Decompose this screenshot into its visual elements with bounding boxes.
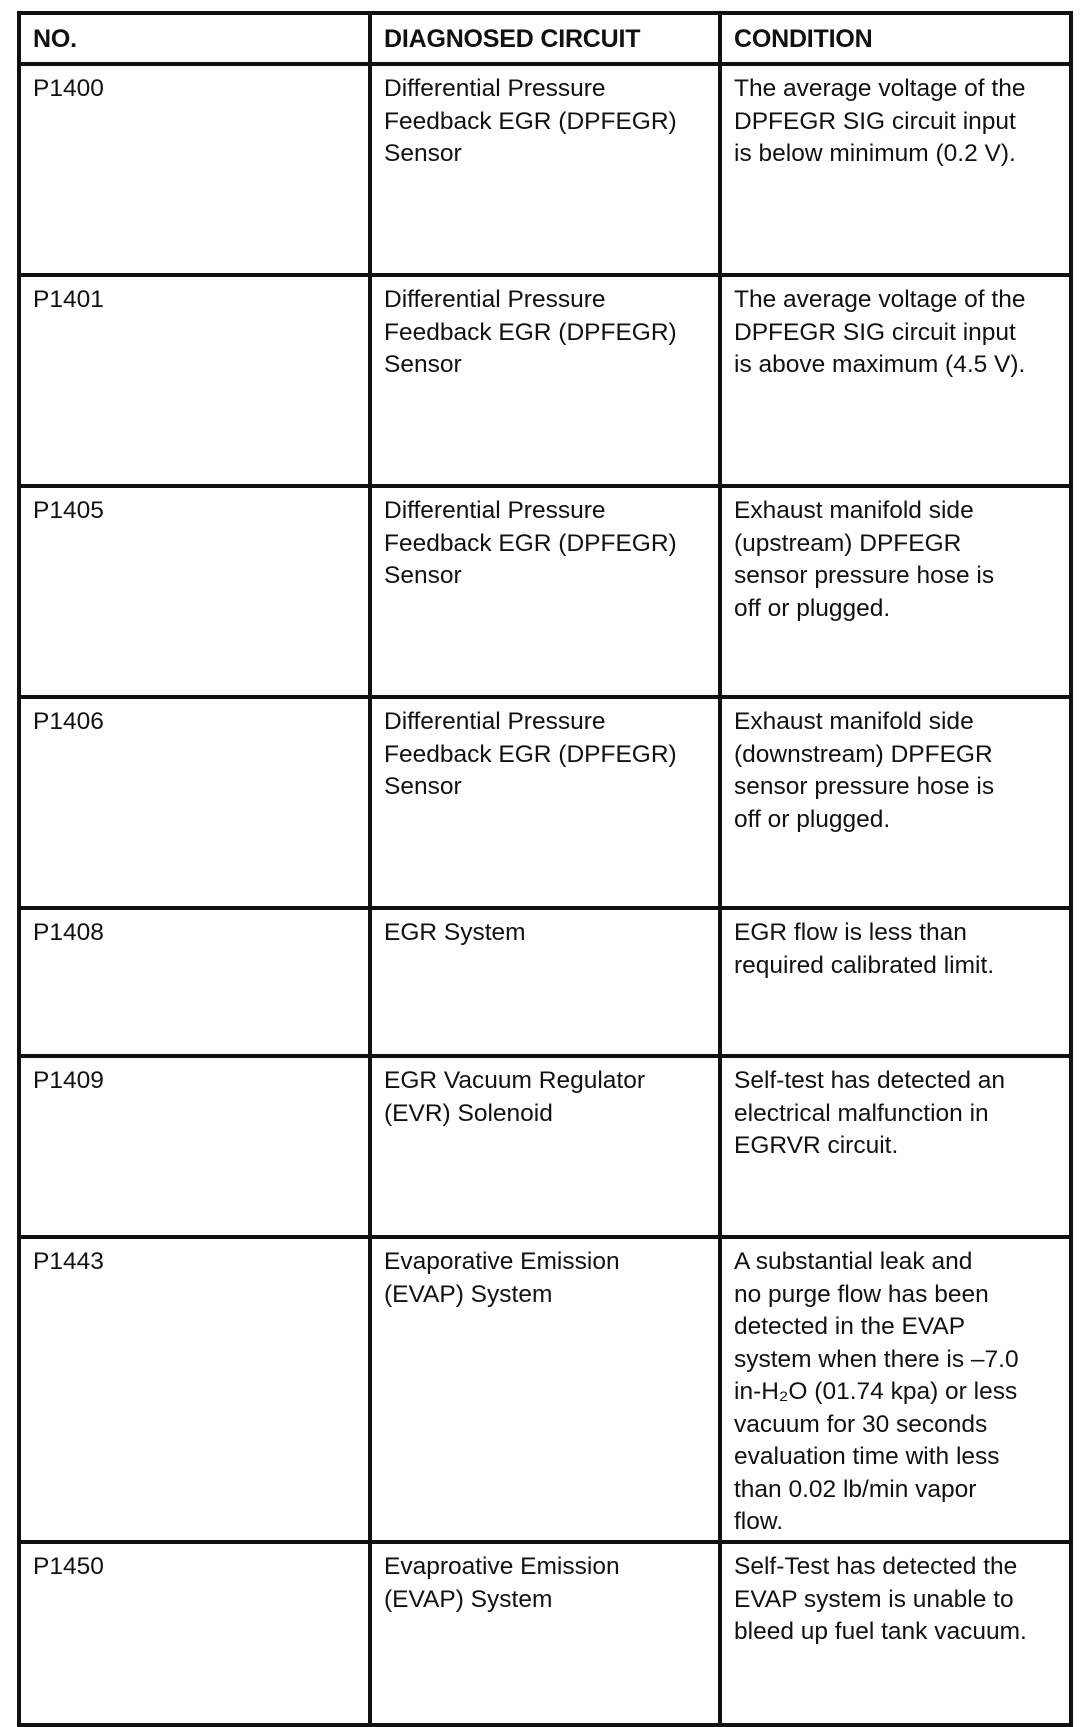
table-row	[19, 275, 1071, 486]
circuit-line: (EVAP) System	[384, 1585, 553, 1613]
header-row	[19, 13, 1071, 64]
condition-line: evaluation time with less	[734, 1443, 1000, 1470]
condition-line: Exhaust manifold side	[734, 708, 974, 735]
cell-condition	[720, 1056, 1071, 1237]
condition-line: (upstream) DPFEGR	[734, 529, 962, 557]
circuit-line: Evaporative Emission	[384, 1248, 620, 1275]
circuit-line: Differential Pressure	[384, 75, 606, 102]
cell-condition	[720, 1237, 1071, 1542]
condition-line: EGR flow is less than	[734, 919, 967, 946]
condition-line: sensor pressure hose is	[734, 562, 995, 589]
condition-line: The average voltage of the	[734, 286, 1026, 313]
condition-line: system when there is –7.0	[734, 1345, 1019, 1373]
condition-line: in-H₂O (01.74 kpa) or less	[734, 1378, 1018, 1405]
cell-condition	[720, 486, 1071, 697]
table-row	[19, 64, 1071, 275]
cell-code: P1406	[19, 697, 370, 908]
cell-code: P1400	[19, 64, 370, 275]
circuit-line: Feedback EGR (DPFEGR)	[384, 740, 677, 768]
condition-line: off or plugged.	[734, 594, 891, 622]
table-row	[19, 1237, 1071, 1542]
condition-line: vacuum for 30 seconds	[734, 1410, 988, 1438]
cell-condition	[720, 908, 1071, 1056]
header-condition: CONDITION	[720, 13, 1071, 64]
condition-line: EGRVR circuit.	[734, 1132, 899, 1159]
header-no: NO.	[19, 13, 370, 64]
cell-condition	[720, 697, 1071, 908]
circuit-line: Feedback EGR (DPFEGR)	[384, 529, 677, 557]
condition-line: DPFEGR SIG circuit input	[734, 318, 1016, 346]
condition-line: EVAP system is unable to	[734, 1585, 1014, 1613]
circuit-line: Sensor	[384, 773, 462, 800]
table-row	[19, 1542, 1071, 1725]
circuit-line: Sensor	[384, 562, 462, 589]
condition-line: off or plugged.	[734, 805, 891, 833]
cell-code: P1405	[19, 486, 370, 697]
cell-circuit	[370, 1542, 720, 1725]
circuit-line: Feedback EGR (DPFEGR)	[384, 107, 677, 135]
circuit-line: Differential Pressure	[384, 708, 606, 735]
cell-code: P1450	[19, 1542, 370, 1725]
condition-line: is below minimum (0.2 V).	[734, 140, 1016, 167]
condition-line: flow.	[734, 1508, 784, 1535]
condition-line: The average voltage of the	[734, 75, 1026, 102]
cell-condition	[720, 275, 1071, 486]
circuit-line: Sensor	[384, 140, 462, 167]
cell-circuit	[370, 64, 720, 275]
condition-line: is above maximum (4.5 V).	[734, 351, 1026, 378]
cell-code: P1408	[19, 908, 370, 1056]
condition-line: A substantial leak and	[734, 1248, 973, 1275]
condition-line: bleed up fuel tank vacuum.	[734, 1618, 1027, 1645]
cell-circuit	[370, 1056, 720, 1237]
condition-line: required calibrated limit.	[734, 951, 995, 979]
cell-circuit	[370, 275, 720, 486]
table-row	[19, 1056, 1071, 1237]
condition-line: no purge flow has been	[734, 1280, 989, 1308]
circuit-line: Feedback EGR (DPFEGR)	[384, 318, 677, 346]
circuit-line: Differential Pressure	[384, 286, 606, 313]
condition-line: detected in the EVAP	[734, 1313, 966, 1340]
condition-line: than 0.02 lb/min vapor	[734, 1475, 977, 1503]
cell-code: P1443	[19, 1237, 370, 1542]
cell-circuit	[370, 697, 720, 908]
cell-circuit	[370, 908, 720, 1056]
circuit-line: EGR System	[384, 919, 526, 946]
circuit-line: Differential Pressure	[384, 497, 606, 524]
table-row	[19, 697, 1071, 908]
cell-code: P1409	[19, 1056, 370, 1237]
circuit-line: EGR Vacuum Regulator	[384, 1067, 645, 1094]
condition-line: Exhaust manifold side	[734, 497, 974, 524]
condition-line: Self-test has detected an	[734, 1067, 1006, 1094]
condition-line: (downstream) DPFEGR	[734, 740, 993, 768]
table-row	[19, 908, 1071, 1056]
condition-line: sensor pressure hose is	[734, 773, 995, 800]
cell-condition	[720, 1542, 1071, 1725]
circuit-line: (EVR) Solenoid	[384, 1099, 553, 1127]
diagnostic-code-table	[17, 11, 1073, 1727]
condition-line: DPFEGR SIG circuit input	[734, 107, 1016, 135]
cell-circuit	[370, 1237, 720, 1542]
cell-condition	[720, 64, 1071, 275]
circuit-line: (EVAP) System	[384, 1280, 553, 1308]
cell-circuit	[370, 486, 720, 697]
cell-code: P1401	[19, 275, 370, 486]
condition-line: Self-Test has detected the	[734, 1553, 1018, 1580]
dtc-table-container	[17, 11, 1069, 1727]
circuit-line: Evaproative Emission	[384, 1553, 620, 1580]
table-row	[19, 486, 1071, 697]
header-diagnosed-circuit: DIAGNOSED CIRCUIT	[370, 13, 720, 64]
circuit-line: Sensor	[384, 351, 462, 378]
condition-line: electrical malfunction in	[734, 1099, 989, 1127]
